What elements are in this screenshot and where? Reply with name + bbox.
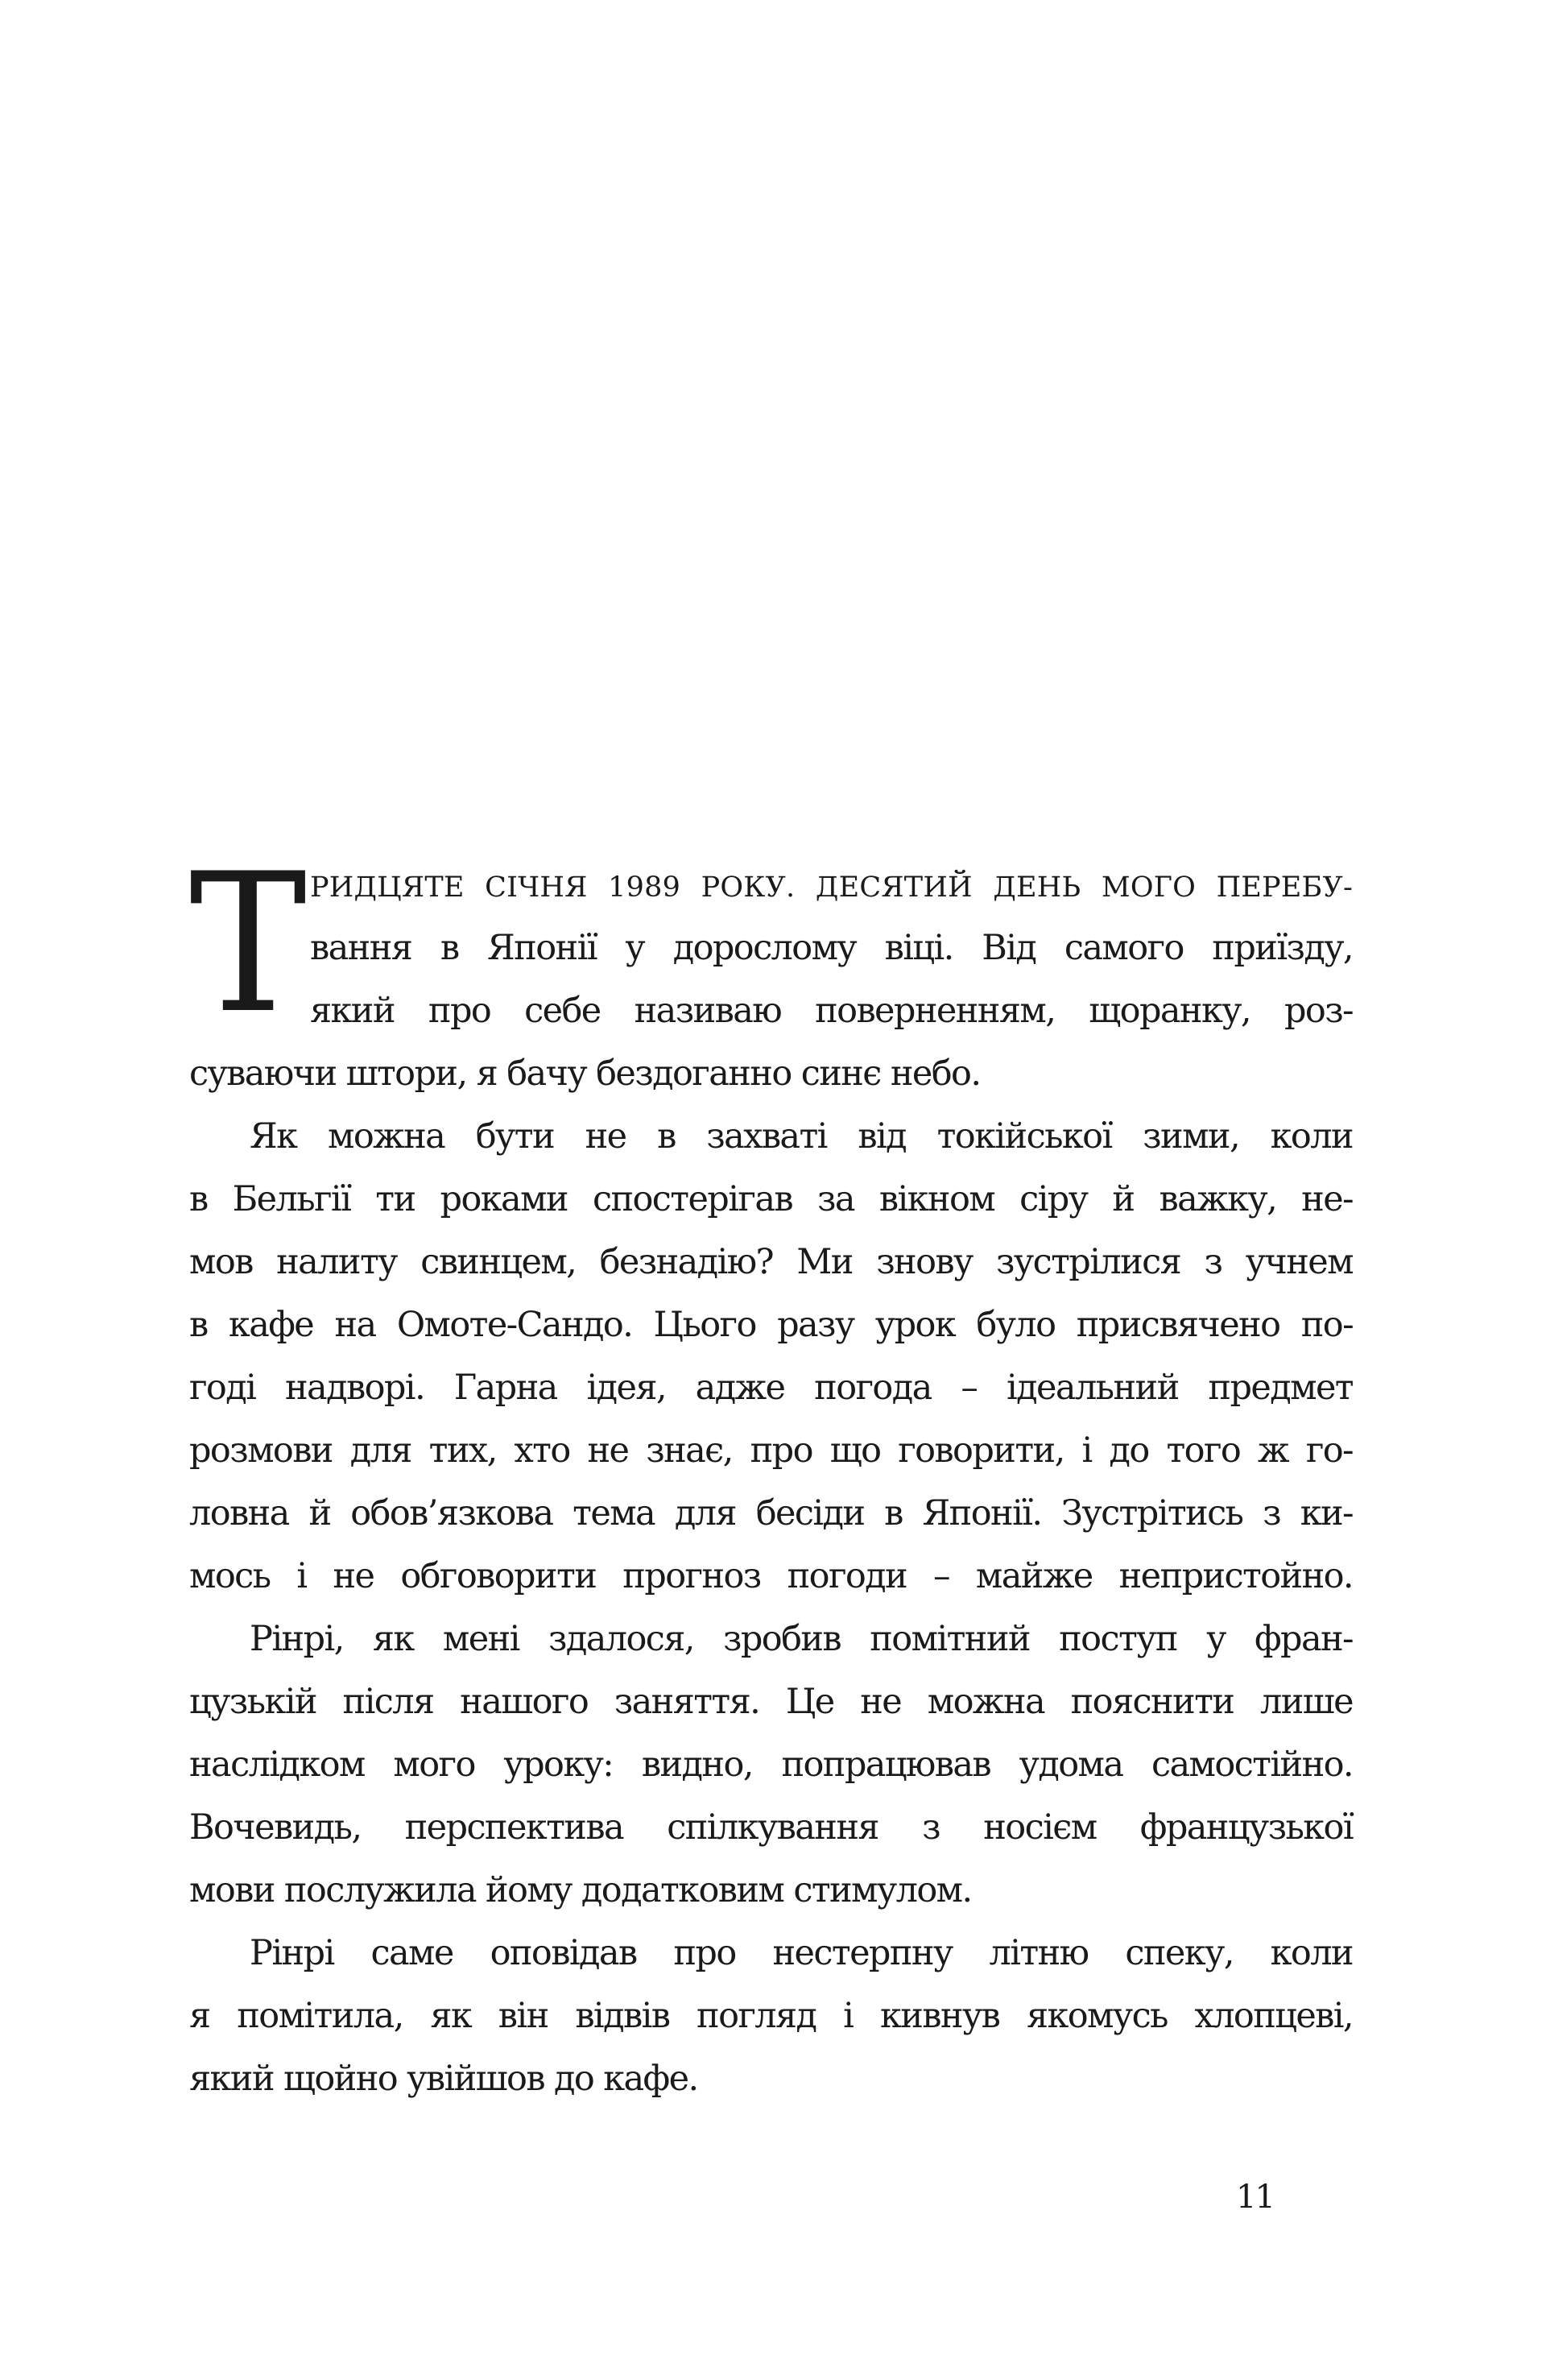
text-line: цузькій після нашого заняття. Це не можна пояснити лише	[189, 1682, 1353, 1722]
text-line: вання в Японії у дорослому віці. Від самого приїзду,	[310, 928, 1353, 968]
text-line: Вочевидь, перспектива спілкування з носієм французької	[189, 1807, 1353, 1848]
text-line: суваючи штори, я бачу бездоганно синє небо.	[189, 1053, 981, 1094]
text-line: в Бельгії ти роками спостерігав за вікном сіру й важку, не-	[189, 1179, 1353, 1219]
text-line: Рінрі, як мені здалося, зробив помітний поступ у фран-	[250, 1619, 1353, 1659]
text-line: який щойно увійшов до кафе.	[189, 2059, 698, 2099]
smallcaps-opening: РИДЦЯТЕ СІЧНЯ 1989 РОКУ. ДЕСЯТИЙ ДЕНЬ МОГО ПЕРЕБУ-	[310, 871, 1353, 904]
text-line: мов налиту свинцем, безнадію? Ми знову зустрілися з учнем	[189, 1242, 1353, 1282]
text-line: в кафе на Омоте-Сандо. Цього разу урок було присвячено по-	[189, 1305, 1353, 1345]
text-line: ловна й обов’язкова тема для бесіди в Японії. Зустрітись з ки-	[189, 1493, 1353, 1534]
text-line: мови послужила йому додатковим стимулом.	[189, 1870, 972, 1910]
text-line: Як можна бути не в захваті від токійської зими, коли	[250, 1116, 1353, 1157]
text-line: я помітила, як він відвів погляд і кивнув якомусь хлопцеві,	[189, 1996, 1353, 2036]
text-line: Рінрі саме оповідав про нестерпну літню спеку, коли	[250, 1933, 1353, 1973]
page-number: 11	[1236, 2179, 1274, 2216]
text-line: мось і не обговорити прогноз погоди – майже непристойно.	[189, 1556, 1353, 1596]
text-line: наслідком мого уроку: видно, попрацював удома самостійно.	[189, 1745, 1353, 1785]
text-line: розмови для тих, хто не знає, про що говорити, і до того ж го-	[189, 1430, 1353, 1471]
drop-cap: Т	[189, 833, 308, 1056]
text-line: годі надворі. Гарна ідея, адже погода – ідеальний предмет	[189, 1368, 1353, 1408]
text-line-smallcaps	[310, 854, 1353, 917]
text-line: який про себе називаю поверненням, щоранку, роз-	[310, 991, 1353, 1031]
